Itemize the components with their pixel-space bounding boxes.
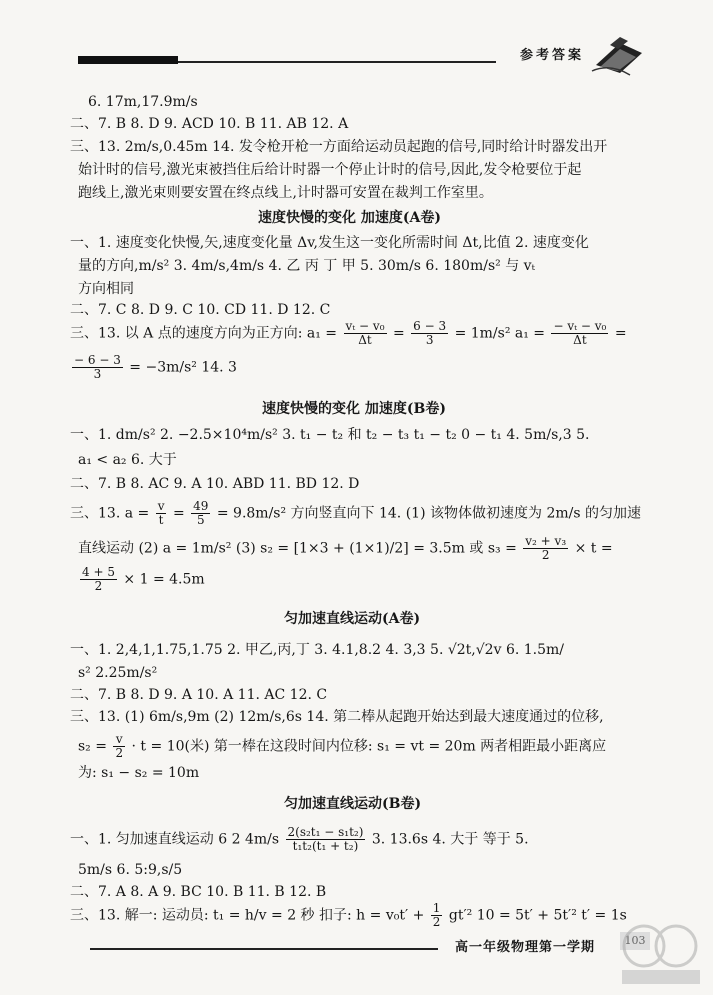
- page-number: 103: [620, 932, 650, 950]
- fraction: [523, 535, 568, 562]
- equals-sign: =: [614, 325, 627, 342]
- denominator: t₁t₂(t₁ + t₂): [292, 839, 359, 853]
- denominator: t: [158, 513, 164, 527]
- books-icon: [590, 35, 646, 77]
- equation-text: 直线运动 (2) a = 1m/s² (3) s₂ = [1×3 + (1×1)/2] = 3.5m 或 s₃ =: [78, 540, 517, 557]
- fraction: [411, 320, 448, 347]
- header-title: 参考答案: [520, 48, 585, 63]
- equals-sign: =: [172, 505, 185, 522]
- numerator: − vₜ − v₀: [553, 319, 607, 333]
- fraction: [72, 354, 123, 381]
- equation-text: gt′² 10 = 5t′ + 5t′² t′ = 1s: [448, 907, 627, 924]
- fraction: [191, 500, 210, 527]
- fraction: [113, 733, 125, 760]
- denominator: 2: [115, 746, 124, 760]
- answer-line: 量的方向,m/s² 3. 4m/s,4m/s 4. 乙 丙 丁 甲 5. 30m/s 6. 180m/s² 与 vₜ: [78, 258, 536, 274]
- numerator: 1: [432, 901, 441, 915]
- header-bar: [78, 56, 178, 64]
- answer-line: 二、7. B 8. D 9. ACD 10. B 11. AB 12. A: [70, 116, 349, 132]
- equation-line: [70, 354, 237, 381]
- denominator: 2: [94, 579, 103, 593]
- equation-line: [70, 320, 627, 347]
- equation-text: 3. 13.6s 4. 大于 等于 5.: [371, 831, 529, 848]
- answer-line: 始计时的信号,激光束被挡住后给计时器一个停止计时的信号,因此,发令枪要位于起: [78, 162, 582, 178]
- answer-line: 二、7. B 8. D 9. A 10. A 11. AC 12. C: [70, 687, 328, 703]
- denominator: 5: [196, 513, 205, 527]
- numerator: 49: [193, 499, 209, 513]
- numerator: vₜ − v₀: [345, 319, 385, 333]
- section-title: 速度快慢的变化 加速度(B卷): [262, 401, 446, 417]
- answer-line: 一、1. 2,4,1,1.75,1.75 2. 甲乙,丙,丁 3. 4.1,8.2 4. 3,3 5. √2t,√2v 6. 1.5m/: [70, 642, 565, 658]
- fraction: [551, 320, 608, 347]
- numerator: − 6 − 3: [74, 353, 121, 367]
- answer-line: 跑线上,激光束则要安置在终点线上,计时器可安置在裁判工作室里。: [78, 185, 493, 201]
- equation-line: [70, 500, 641, 527]
- equation-text: · t = 10(米) 第一棒在这段时间内位移: s₁ = vt = 20m 两者相距最小距离应: [131, 738, 607, 755]
- answer-line: 二、7. C 8. D 9. C 10. CD 11. D 12. C: [70, 302, 331, 318]
- answer-line: 一、1. dm/s² 2. −2.5×10⁴m/s² 3. t₁ − t₂ 和 t₂ − t₃ t₁ − t₂ 0 − t₁ 4. 5m/s,3 5.: [70, 427, 590, 443]
- equation-text: s₂ =: [78, 738, 107, 755]
- numerator: v: [113, 733, 125, 747]
- section-title: 速度快慢的变化 加速度(A卷): [258, 210, 441, 226]
- answer-line: 方向相同: [78, 281, 134, 297]
- numerator: 2(s₂t₁ − s₁t₂): [287, 825, 364, 839]
- denominator: 3: [425, 333, 434, 347]
- numerator: v: [157, 499, 165, 513]
- equation-text: 三、13. 以 A 点的速度方向为正方向: a₁ =: [70, 325, 338, 342]
- equation-line: [78, 535, 613, 562]
- denominator: 2: [541, 548, 550, 562]
- equation-text: = 1m/s² a₁ =: [454, 325, 546, 342]
- answer-line: 三、13. (1) 6m/s,9m (2) 12m/s,6s 14. 第二棒从起跑开始达到最大速度通过的位移,: [70, 709, 604, 725]
- answer-line: s² 2.25m/s²: [78, 665, 158, 681]
- denominator: Δt: [573, 333, 587, 347]
- footer-rule: [90, 948, 438, 950]
- answer-line: 5m/s 6. 5:9,s/5: [78, 862, 183, 878]
- answer-line: a₁ < a₂ 6. 大于: [78, 452, 177, 468]
- equation-text: × 1 = 4.5m: [123, 571, 205, 588]
- numerator: 4 + 5: [82, 565, 115, 579]
- numerator: v₂ + v₃: [525, 534, 567, 548]
- denominator: 2: [432, 915, 441, 929]
- header-rule: [178, 61, 496, 63]
- denominator: Δt: [358, 333, 372, 347]
- answer-line: 三、13. 2m/s,0.45m 14. 发令枪开枪一方面给运动员起跑的信号,同时给计时器发出开: [70, 139, 608, 155]
- answer-line: 二、7. A 8. A 9. BC 10. B 11. B 12. B: [70, 884, 327, 900]
- equation-text: 三、13. 解一: 运动员: t₁ = h/v = 2 秒 扣子: h = v₀t′ +: [70, 907, 425, 924]
- answer-line: 为: s₁ − s₂ = 10m: [78, 765, 200, 781]
- equation-text: = −3m/s² 14. 3: [129, 359, 237, 376]
- equation-line: [70, 902, 627, 929]
- answer-line: 二、7. B 8. AC 9. A 10. ABD 11. BD 12. D: [70, 476, 360, 492]
- numerator: 6 − 3: [413, 319, 447, 333]
- section-title: 匀加速直线运动(B卷): [284, 796, 422, 812]
- fraction: [286, 826, 366, 853]
- fraction: [344, 320, 387, 347]
- watermark-logo: [614, 918, 706, 988]
- fraction: [431, 902, 443, 929]
- equation-text: = 9.8m/s² 方向竖直向下 14. (1) 该物体做初速度为 2m/s 的匀加速: [216, 505, 641, 522]
- equation-text: 一、1. 匀加速直线运动 6 2 4m/s: [70, 831, 280, 848]
- footer-title: 高一年级物理第一学期: [455, 940, 596, 955]
- equals-sign: =: [392, 325, 405, 342]
- denominator: 3: [93, 367, 102, 381]
- equation-text: × t =: [574, 540, 613, 557]
- answer-line: 6. 17m,17.9m/s: [88, 94, 198, 110]
- equation-line: [78, 733, 606, 760]
- answer-line: 一、1. 速度变化快慢,矢,速度变化量 Δv,发生这一变化所需时间 Δt,比值 2. 速度变化: [70, 235, 589, 251]
- equation-text: 三、13. a =: [70, 505, 150, 522]
- section-title: 匀加速直线运动(A卷): [284, 611, 421, 627]
- fraction: [80, 566, 117, 593]
- equation-line: [78, 566, 205, 593]
- fraction: [156, 500, 167, 527]
- equation-line: [70, 826, 529, 853]
